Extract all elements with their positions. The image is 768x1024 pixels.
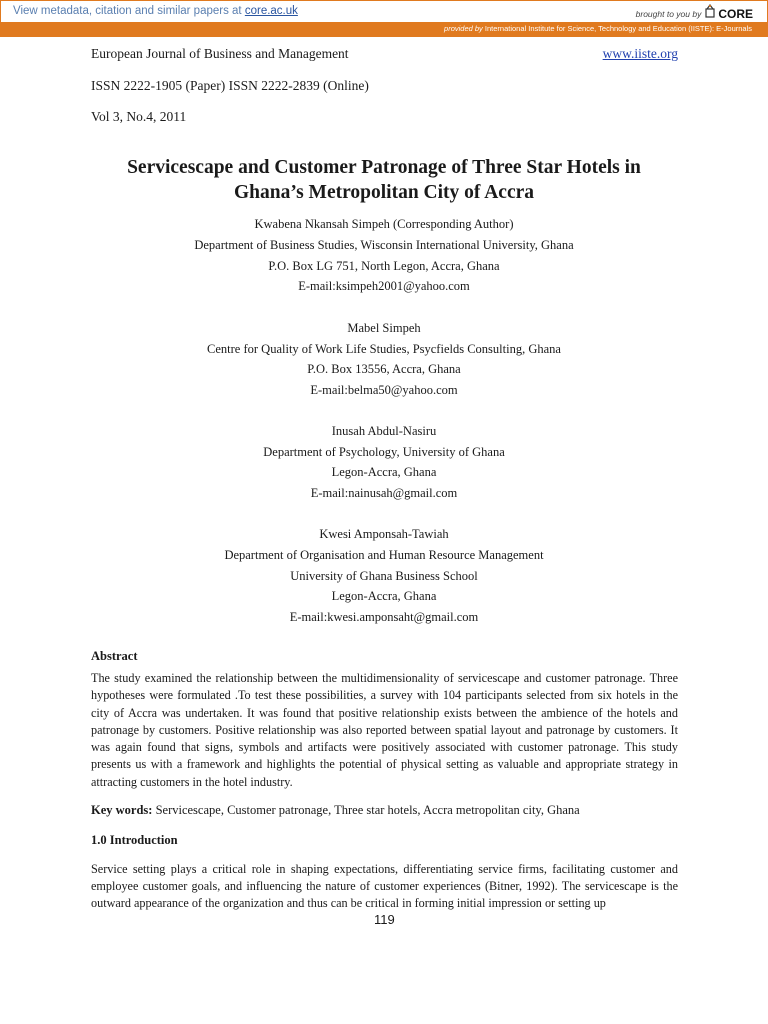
- author-2-affiliation-2: P.O. Box 13556, Accra, Ghana: [307, 362, 461, 376]
- author-2-affiliation-1: Centre for Quality of Work Life Studies, Psycfields Consulting, Ghana: [207, 342, 561, 356]
- introduction-text: Service setting plays a critical role in shaping expectations, differentiating service firms, facilitating customer and employee customer goals, and influencing the nature of customer experiences (Bitner, 1992). The servicescape is the outward appearance of the organization and thus can be critical in forming initial impression or setting up: [91, 862, 678, 910]
- abstract-heading: Abstract: [91, 649, 138, 663]
- author-3-affiliation-2: Legon-Accra, Ghana: [331, 465, 437, 479]
- core-metadata-link-row: [13, 5, 298, 17]
- keywords-text: Servicescape, Customer patronage, Three star hotels, Accra metropolitan city, Ghana: [155, 803, 580, 817]
- author-1-affiliation-1: Department of Business Studies, Wisconsin International University, Ghana: [194, 238, 574, 252]
- author-1-affiliation-2: P.O. Box LG 751, North Legon, Accra, Ghana: [268, 259, 500, 273]
- author-1-name: Kwabena Nkansah Simpeh (Corresponding Author): [254, 217, 514, 231]
- paper-title: [90, 155, 678, 205]
- journal-name: European Journal of Business and Management: [91, 46, 349, 61]
- title-line-2: Ghana’s Metropolitan City of Accra: [233, 182, 535, 203]
- core-logo-icon: [704, 4, 716, 23]
- introduction-heading: 1.0 Introduction: [91, 833, 178, 847]
- provided-by-source: International Institute for Science, Technology and Education (IISTE): E-Journals: [484, 24, 752, 33]
- author-1-email: E-mail:ksimpeh2001@yahoo.com: [298, 279, 470, 293]
- author-4-affiliation-1: Department of Organisation and Human Resource Management: [224, 548, 544, 562]
- author-2-email: E-mail:belma50@yahoo.com: [310, 383, 458, 397]
- author-4-affiliation-2: University of Ghana Business School: [290, 569, 478, 583]
- core-brand[interactable]: [636, 4, 753, 23]
- author-4-name: Kwesi Amponsah-Tawiah: [319, 527, 449, 541]
- provided-by-bar: [0, 22, 768, 37]
- core-banner: [0, 0, 768, 23]
- provided-by-label: provided by: [444, 24, 483, 33]
- provided-by-text: [444, 24, 752, 33]
- author-4-affiliation-3: Legon-Accra, Ghana: [331, 589, 437, 603]
- core-ac-uk-link[interactable]: core.ac.uk: [244, 5, 298, 17]
- core-logo-text: CORE: [718, 6, 753, 21]
- keywords-label: Key words:: [91, 803, 153, 817]
- view-metadata-text: View metadata, citation and similar papers at: [13, 5, 242, 17]
- page-number: 119: [374, 912, 395, 927]
- brought-to-you-text: brought to you by: [635, 8, 702, 19]
- journal-website-link[interactable]: www.iiste.org: [602, 46, 678, 61]
- author-3-name: Inusah Abdul-Nasiru: [331, 424, 437, 438]
- author-2-name: Mabel Simpeh: [347, 321, 421, 335]
- author-3-email: E-mail:nainusah@gmail.com: [310, 486, 458, 500]
- issn-line: ISSN 2222-1905 (Paper) ISSN 2222-2839 (Online): [91, 78, 369, 93]
- keywords-line: [91, 803, 580, 818]
- title-line-1: Servicescape and Customer Patronage of Three Star Hotels in: [127, 157, 641, 178]
- volume-line: Vol 3, No.4, 2011: [91, 109, 187, 124]
- abstract-text: The study examined the relationship between the multidimensionality of servicescape and customer patronage. Three hypotheses were formulated .To test these possibilities, a survey with 104 participants selected from six hotels in the city of Accra was undertaken. It was found that positive relationship exists between the ambience of the hotels and patronage by customers. Positive relationship was also reported between spatial layout and patronage by customers. It was again found that signs, symbols and artifacts were positively associated with customer patronage. This study presents us with a framework and highlights the potential of physical setting as valuable and appropriate strategy in attracting customers in the hotel industry.: [91, 671, 678, 789]
- author-3-affiliation-1: Department of Psychology, University of Ghana: [263, 445, 505, 459]
- author-4-email: E-mail:kwesi.amponsaht@gmail.com: [289, 610, 479, 624]
